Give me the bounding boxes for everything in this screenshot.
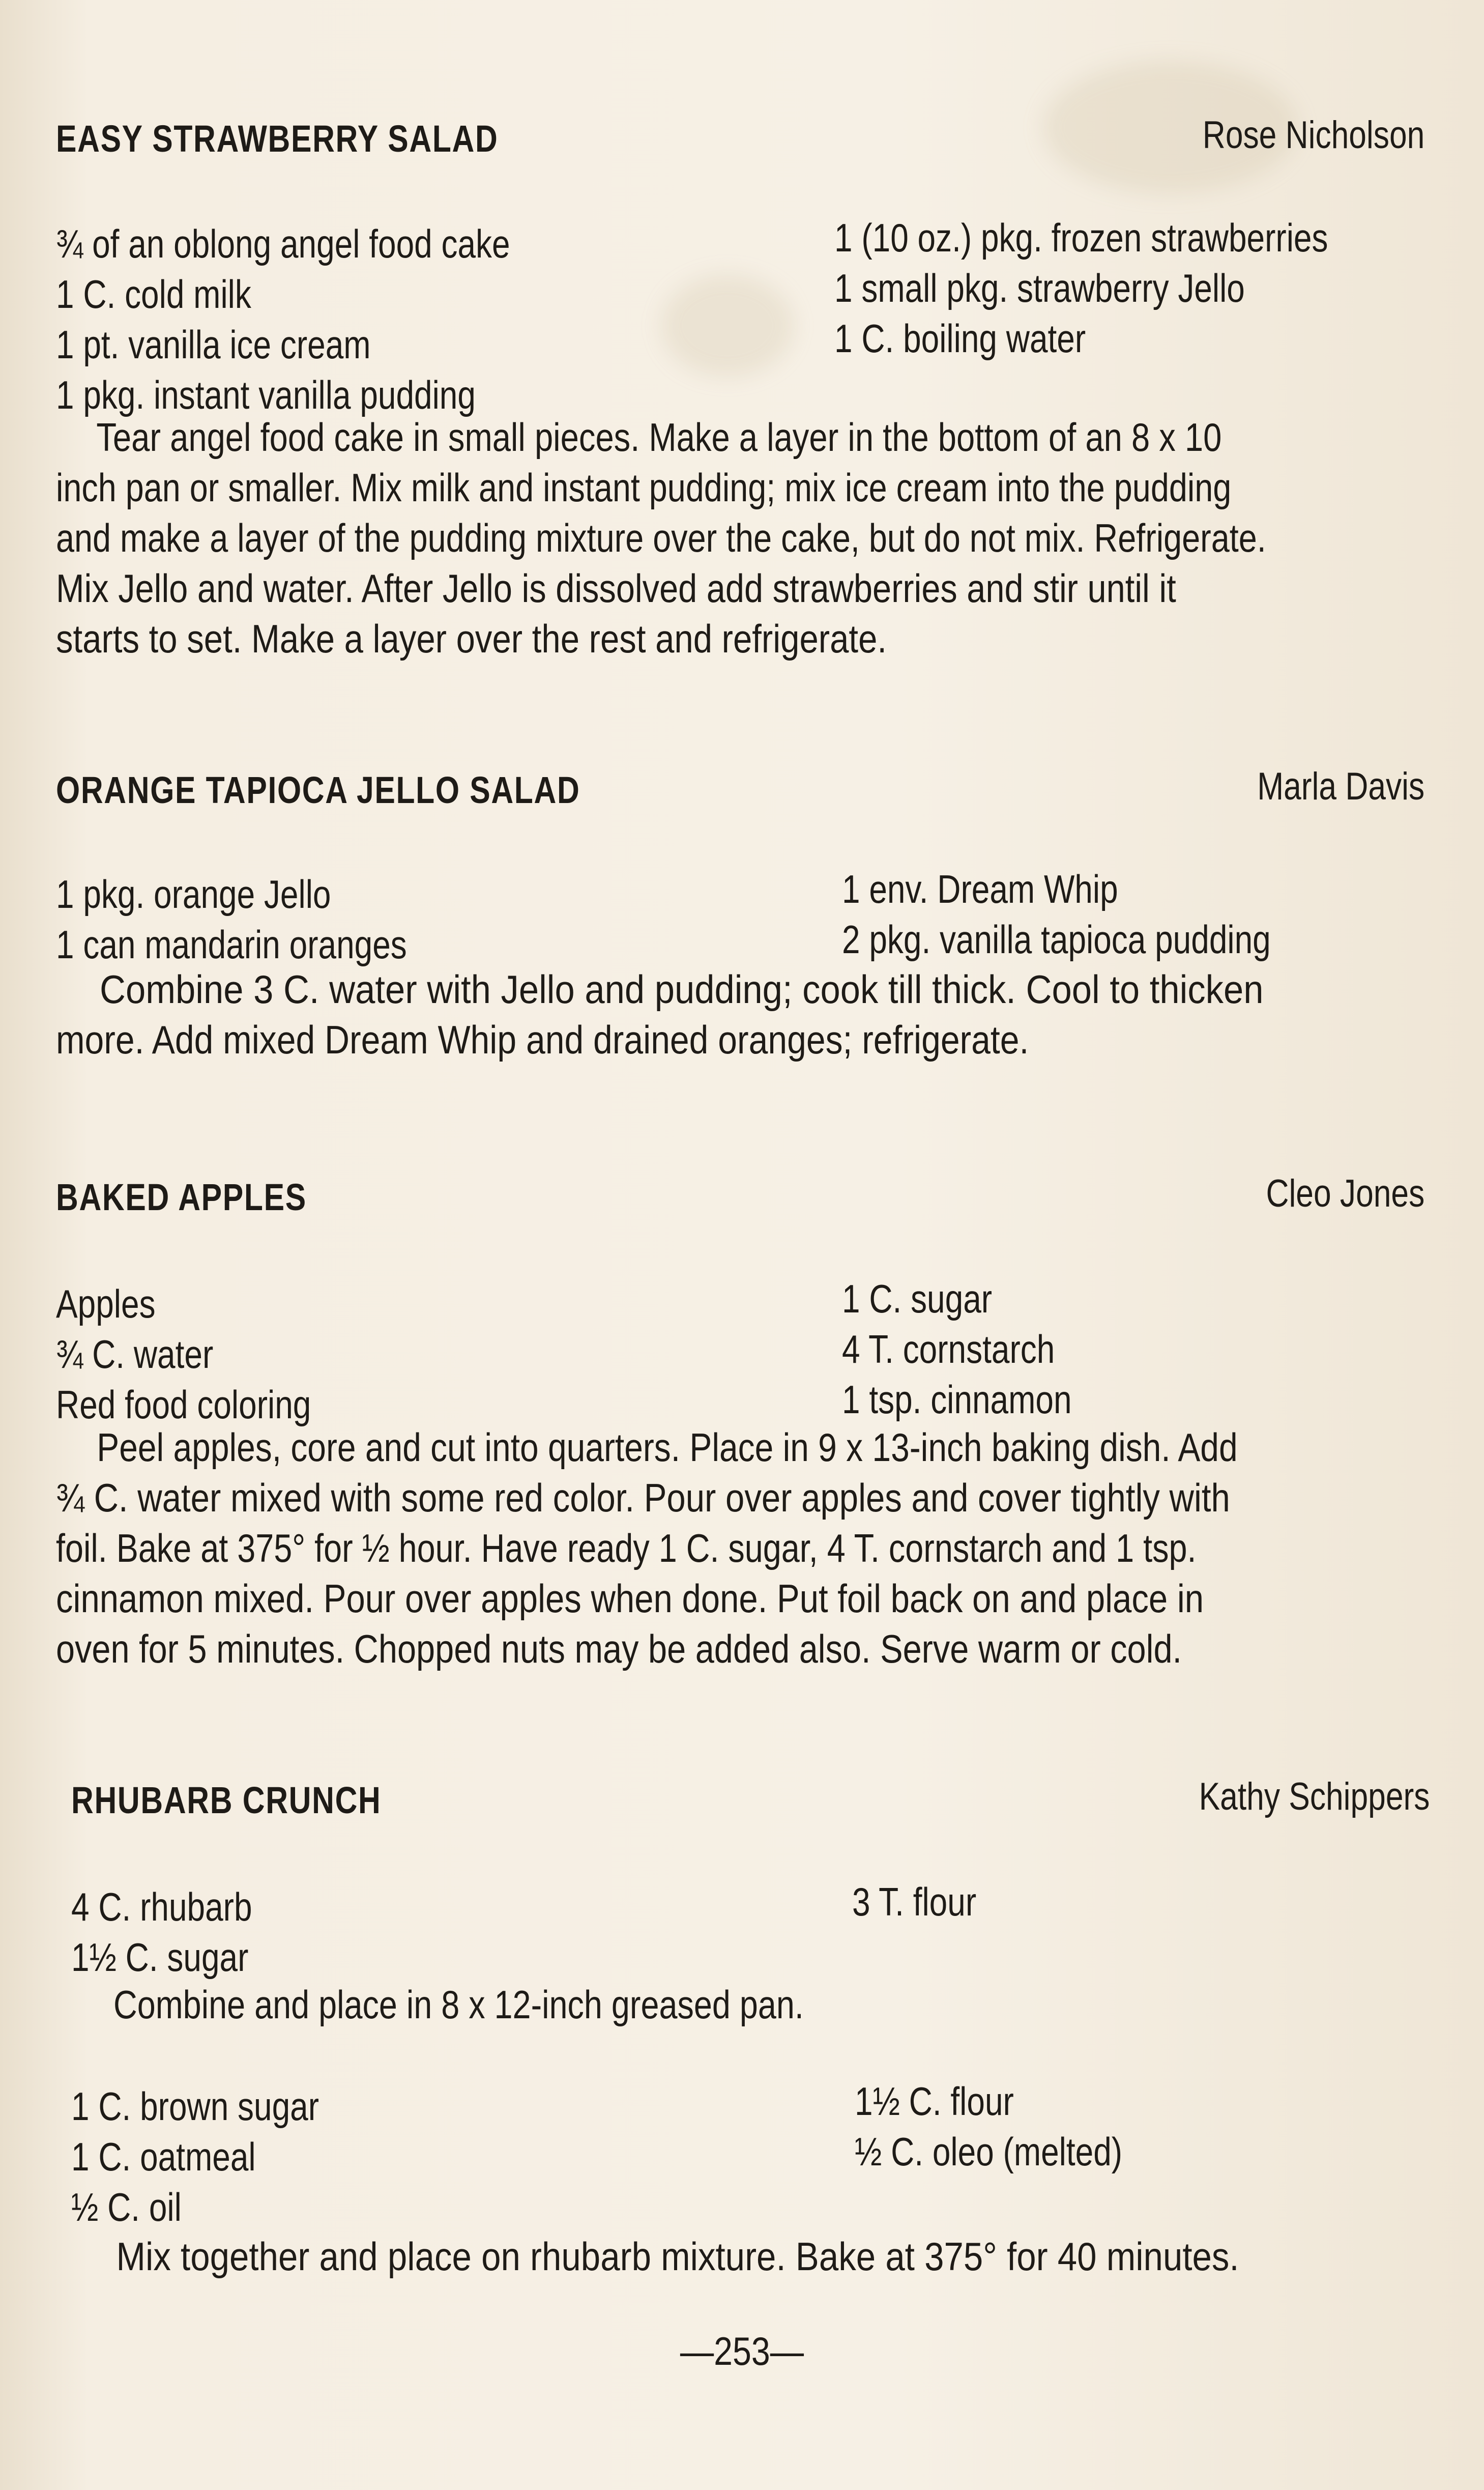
recipe-header [56,765,1424,824]
ingredient: 1 C. boiling water [834,316,1086,361]
direction-line: Combine 3 C. water with Jello and pudding; cook till thick. Cool to thicken [99,967,1264,1012]
direction-line: Combine and place in 8 x 12-inch greased pan. [113,1982,804,2027]
recipe-baked-apples [56,1172,1424,1671]
ingredient: ½ C. oleo (melted) [855,2129,1123,2174]
ingredient: ¾ C. water [56,1332,214,1377]
ingredient: 4 T. cornstarch [842,1327,1055,1371]
ingredient: 1 (10 oz.) pkg. frozen strawberries [834,215,1328,260]
ingredient-column-right [852,1877,1463,1927]
ingredient: 1 pkg. orange Jello [56,872,331,917]
recipe-title: BAKED APPLES [56,1176,307,1218]
direction-line: oven for 5 minutes. Chopped nuts may be added also. Serve warm or cold. [56,1626,1182,1671]
ingredient: Apples [56,1281,156,1326]
ingredient: 1 C. sugar [842,1276,993,1321]
ingredient: 1 small pkg. strawberry Jello [834,266,1245,310]
direction-line: and make a layer of the pudding mixture over the cake, but do not mix. Refrigerate. [56,516,1266,560]
ingredient-column-left [56,869,819,970]
ingredient-column-right [834,213,1445,364]
direction-line: inch pan or smaller. Mix milk and instant pudding; mix ice cream into the pudding [56,465,1232,510]
recipe-rhubarb-crunch [71,1775,1430,2279]
recipe-title: ORANGE TAPIOCA JELLO SALAD [56,769,580,811]
direction-line: foil. Bake at 375° for ½ hour. Have ready 1 C. sugar, 4 T. cornstarch and 1 tsp. [56,1526,1197,1570]
ingredient: Red food coloring [56,1382,311,1427]
recipe-easy-strawberry-salad [56,113,1424,661]
direction-line: Mix Jello and water. After Jello is dissolved add strawberries and stir until it [56,566,1176,611]
ingredient: 1 can mandarin oranges [56,922,407,967]
ingredient: 1 tsp. cinnamon [842,1377,1072,1422]
recipe-author: Kathy Schippers [1199,1775,1430,1818]
recipe-title: RHUBARB CRUNCH [71,1779,382,1821]
recipe-header [56,113,1424,173]
direction-line: more. Add mixed Dream Whip and drained oranges; refrigerate. [56,1017,1029,1062]
direction-line: cinnamon mixed. Pour over apples when done. Put foil back on and place in [56,1576,1204,1621]
recipe-mid-direction [71,1980,1440,2030]
ingredient-column-right [842,864,1452,965]
direction-line: Peel apples, core and cut into quarters. Place in 9 x 13-inch baking dish. Add [97,1425,1238,1470]
recipe-author: Marla Davis [1257,765,1424,808]
direction-line: starts to set. Make a layer over the rest and refrigerate. [56,616,887,661]
recipe-author: Rose Nicholson [1202,113,1424,157]
ingredient-column-left [71,2081,834,2233]
ingredient: 1 C. oatmeal [71,2134,256,2179]
ingredient: 1 pkg. instant vanilla pudding [56,373,476,417]
recipe-header [56,1172,1424,1232]
ingredient: 1 pt. vanilla ice cream [56,322,371,367]
recipe-directions [56,1422,1424,1674]
ingredient-column-right [855,2076,1465,2177]
ingredient-column-left [56,219,819,420]
ingredient: 1 env. Dream Whip [842,867,1118,911]
direction-line: ¾ C. water mixed with some red color. Pour over apples and cover tightly with [56,1475,1230,1520]
ingredient: 1 C. cold milk [56,272,251,317]
page-number: —253— [680,2329,804,2373]
recipe-directions [56,412,1424,664]
recipe-directions [56,964,1424,1065]
direction-line: Tear angel food cake in small pieces. Make a layer in the bottom of an 8 x 10 [96,415,1222,460]
ingredient: ¾ of an oblong angel food cake [56,221,510,266]
recipe-header [71,1775,1430,1835]
recipe-directions [71,2231,1440,2282]
ingredient: 4 C. rhubarb [71,1884,252,1929]
recipe-author: Cleo Jones [1266,1172,1424,1215]
recipe-orange-tapioca-jello-salad [56,765,1424,1062]
ingredient-column-left [71,1882,834,1983]
ingredient: 2 pkg. vanilla tapioca pudding [842,917,1271,962]
ingredient-column-left [56,1279,819,1430]
ingredient: ½ C. oil [71,2185,182,2229]
ingredient-column-right [842,1274,1452,1425]
ingredient: 1 C. brown sugar [71,2084,319,2129]
ingredient: 1½ C. flour [855,2079,1014,2124]
recipe-title: EASY STRAWBERRY SALAD [56,118,499,160]
direction-line: Mix together and place on rhubarb mixture. Bake at 375° for 40 minutes. [116,2234,1239,2279]
ingredient: 1½ C. sugar [71,1935,249,1980]
ingredient: 3 T. flour [852,1879,977,1924]
